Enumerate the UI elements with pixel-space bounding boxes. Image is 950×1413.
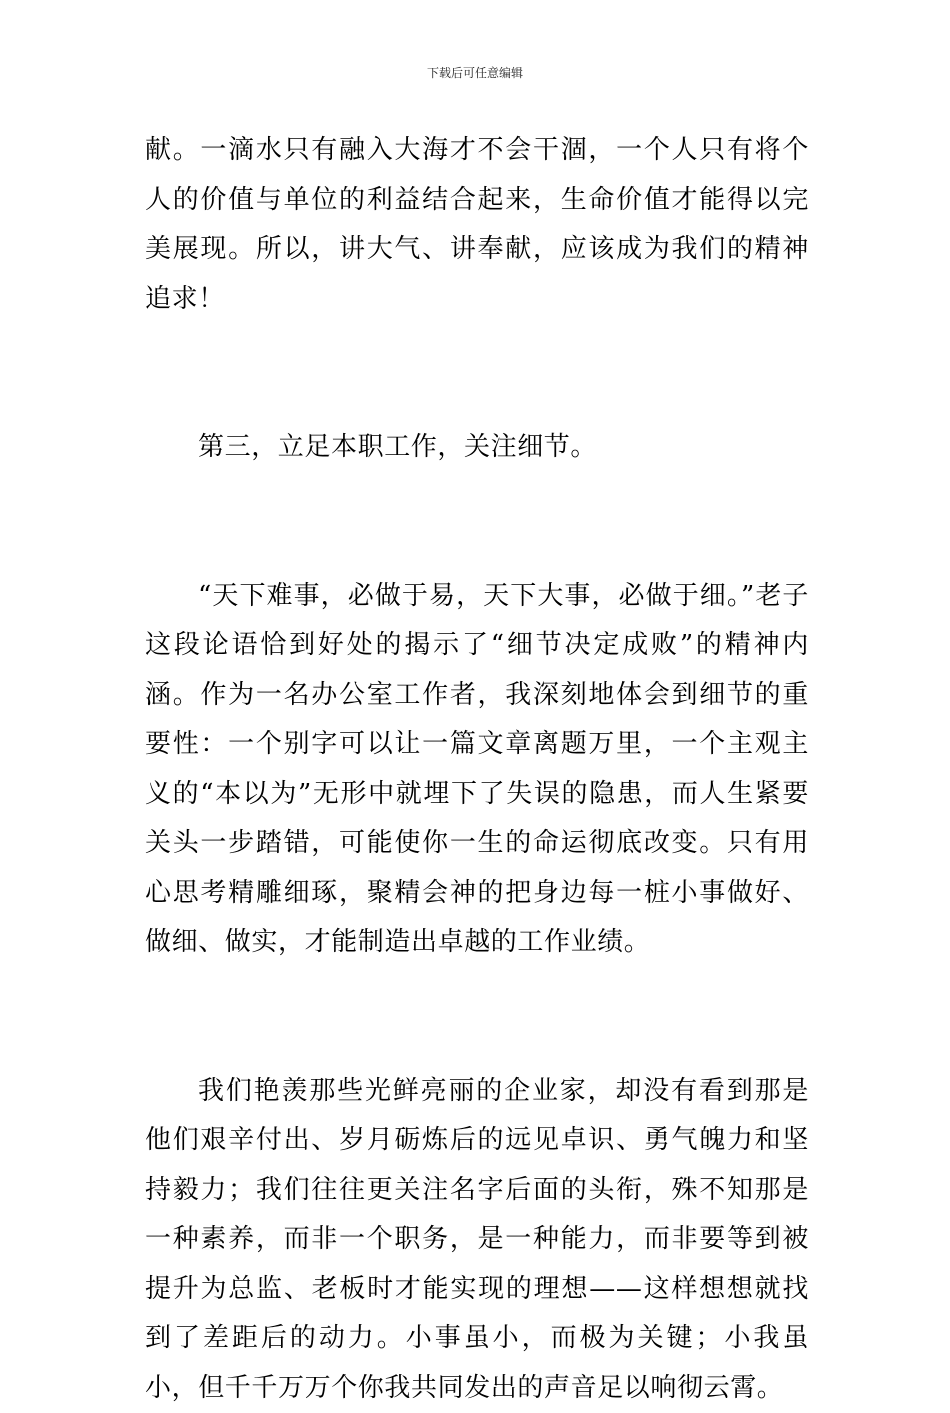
paragraph-details: “天下难事，必做于易，天下大事，必做于细。”老子这段论语恰到好处的揭示了“细节决定成败”的精神内涵。作为一名办公室工作者，我深刻地体会到细节的重要性：一个别字可以让一篇文章离题万里，一个主观主义的“本以为”无形中就埋下了失误的隐患，而人生紧要关头一步踏错，可能使你一生的命运彻底改变。只有用心思考精雕细琢，聚精会神的把身边每一桩小事做好、做细、做实，才能制造出卓越的工作业绩。 (145, 572, 809, 968)
document-body (145, 126, 809, 1413)
paragraph-entrepreneurs: 我们艳羡那些光鲜亮丽的企业家，却没有看到那是他们艰辛付出、岁月砺炼后的远见卓识、勇气魄力和坚持毅力；我们往往更关注名字后面的头衔，殊不知那是一种素养，而非一个职务，是一种能力，而非要等到被提升为总监、老板时才能实现的理想——这样想想就找到了差距后的动力。小事虽小，而极为关键；小我虽小，但千千万万个你我共同发出的声音足以响彻云霄。 (145, 1067, 809, 1413)
paragraph-continuation: 献。一滴水只有融入大海才不会干涸，一个人只有将个人的价值与单位的利益结合起来，生命价值才能得以完美展现。所以，讲大气、讲奉献，应该成为我们的精神追求！ (145, 126, 809, 324)
paragraph-section-heading: 第三，立足本职工作，关注细节。 (145, 423, 809, 473)
page-header-note: 下载后可任意编辑 (0, 64, 950, 82)
